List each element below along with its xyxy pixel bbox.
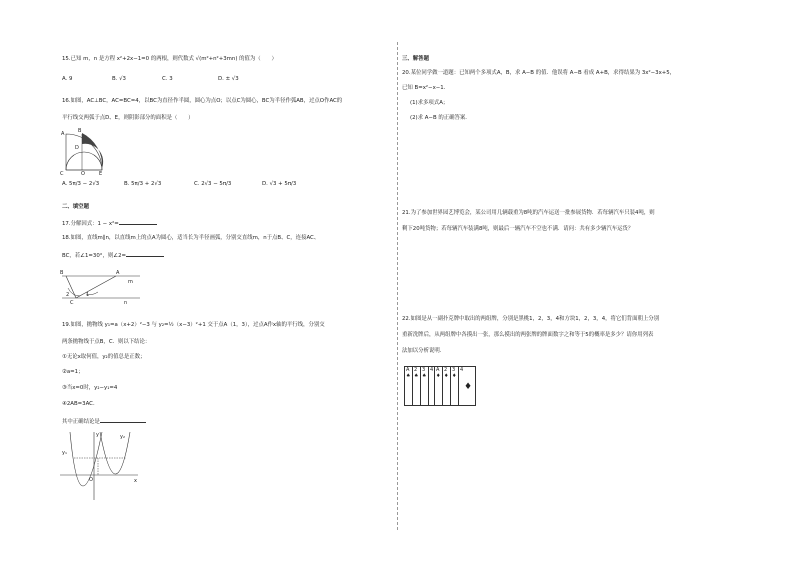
q16-label-d: D: [75, 145, 79, 151]
spade-card-4-rank: 4: [430, 367, 434, 373]
diamond-icon: ♦: [444, 373, 449, 379]
q16-label-c: C: [60, 171, 64, 177]
q19-label-o: O: [89, 477, 93, 483]
q18-label-m: m: [128, 279, 133, 285]
spade-card-3-rank: 3: [422, 367, 426, 373]
diamond-card-3-rank: 3: [452, 367, 456, 373]
q16-label-e: E: [99, 171, 103, 177]
q16-line1: 16.如图，AC⊥BC，AC=BC=4，以BC为直径作半圆，圆心为点O；以点C为圆心，BC为半径作弧AB，过点O作AC的: [62, 98, 343, 104]
q21-line2: 剩下20吨货物；若每辆汽车装满8吨，则最后一辆汽车不空也不满．请问：共有多少辆汽车运货？: [402, 226, 634, 232]
section-fill-in-heading: 二、填空题: [62, 204, 89, 210]
q22-line2: 重新洗牌后，从两组牌中各摸出一张，那么摸出的两张牌的牌面数字之和等于5的概率是多少？请你用列表: [402, 332, 654, 338]
q19-conclusion: 其中正确结论是: [62, 419, 100, 425]
spade-card-2-rank: 2: [414, 367, 418, 373]
q21-line1: 21.为了参加世界园艺博览会，某公司用几辆载重为8吨的汽车运送一批参展货物．若每辆汽车只装4吨，则: [402, 210, 655, 216]
q17-answer-blank[interactable]: [119, 219, 157, 225]
q18-label-1: 1: [86, 292, 90, 298]
q16-option-a: A. 5π/3 − 2√3: [62, 181, 100, 187]
q16-label-b: B: [78, 128, 82, 134]
q20-line1: 20.某位同学做一道题：已知两个多项式A，B，求 A−B 的值．他误将 A−B 看成 A+B，求得结果为 3x²−3x+5，: [402, 70, 676, 76]
spade-icon: ♠: [422, 373, 427, 379]
q18-label-2: 2: [66, 292, 70, 298]
q22-line1: 22.如图是从一副扑克牌中取出的两组牌，分别是黑桃1，2，3，4和方块1，2，3，4，将它们背面朝上分别: [402, 316, 660, 322]
q20-part-1: (1)求多项式A；: [410, 100, 449, 106]
q16-line2: 平行线交两弧于点D、E，则阴影部分的面积是（ ）: [62, 115, 194, 121]
q18-label-c: C: [70, 300, 74, 306]
q15-option-c: C. 3: [162, 76, 173, 82]
q19-conclusion-wrap: [62, 417, 146, 426]
spade-icon: ♠: [414, 373, 419, 379]
q16-option-c: C. 2√3 − 5π/3: [194, 181, 232, 187]
diamond-card-a-rank: A: [436, 367, 440, 373]
diamond-card-4: [458, 366, 476, 406]
q15-option-d: D. ± √3: [218, 76, 239, 82]
q17-stem: [62, 219, 157, 228]
q18-line2-wrap: [62, 251, 164, 260]
q19-answer-blank[interactable]: [100, 417, 146, 423]
q20-part-2: (2)求 A−B 的正确答案．: [410, 115, 471, 121]
diamond-icon: ♦: [464, 382, 473, 392]
q16-label-o: O: [81, 171, 85, 177]
q17-text: 17.分解因式：1 − x²=: [62, 221, 119, 227]
q19-item-4: ④2AB=3AC．: [62, 401, 99, 407]
q19-line2: 两条抛物线于点B，C．则以下结论：: [62, 339, 151, 345]
q15-option-b: B. √3: [112, 76, 126, 82]
q18-label-a: A: [116, 270, 120, 276]
q22-line3: 法加以分析说明.: [402, 348, 442, 354]
section-answers-heading: 三、解答题: [402, 56, 429, 62]
q16-option-d: D. √3 + 5π/3: [262, 181, 297, 187]
q18-line2: BC，若∠1=30°，则∠2=: [62, 253, 127, 259]
q20-line2: 已知 B=x²−x−1．: [402, 85, 450, 91]
q19-label-y1: y₁: [62, 450, 67, 456]
diamond-icon: ♦: [452, 373, 457, 379]
diamond-card-4-rank: 4: [460, 367, 464, 373]
diamond-card-2-rank: 2: [444, 367, 448, 373]
diamond-icon: ♦: [436, 373, 441, 379]
q18-answer-blank[interactable]: [126, 251, 164, 257]
q19-item-1: ①无论x取何值，y₂的值总是正数；: [62, 354, 146, 360]
q18-line1: 18.如图，直线m∥n，以直线m上的点A为圆心，适当长为半径画弧，分别交直线m，n于点B、C，连接AC、: [62, 235, 320, 241]
q15-stem: 15.已知 m，n 是方程 x²+2x−1=0 的两根，则代数式 √(m²+n²+3mn) 的值为（ ）: [62, 56, 277, 62]
q19-item-2: ②a=1；: [62, 369, 84, 375]
q19-line1: 19.如图，抛物线 y₁=a（x+2）²−3 与 y₂=½（x−3）²+1 交于点A（1，3），过点A作x轴的平行线，分别交: [62, 322, 325, 328]
q19-label-y: y: [96, 432, 99, 438]
q19-figure: [58, 430, 142, 502]
q16-label-a: A: [61, 131, 65, 137]
q18-label-n: n: [124, 300, 128, 306]
spade-icon: ♠: [406, 373, 411, 379]
q19-label-y2: y₂: [120, 434, 125, 440]
column-divider: [397, 42, 398, 530]
q19-label-x: x: [134, 478, 137, 484]
q19-item-3: ③当x=0时，y₂−y₁=4: [62, 385, 118, 391]
spade-card-a-rank: A: [406, 367, 410, 373]
q16-option-b: B. 5π/3 + 2√3: [124, 181, 162, 187]
q18-figure: [58, 266, 146, 306]
q16-figure: [58, 128, 108, 176]
q18-label-b: B: [60, 270, 64, 276]
q15-option-a: A. 9: [62, 76, 73, 82]
